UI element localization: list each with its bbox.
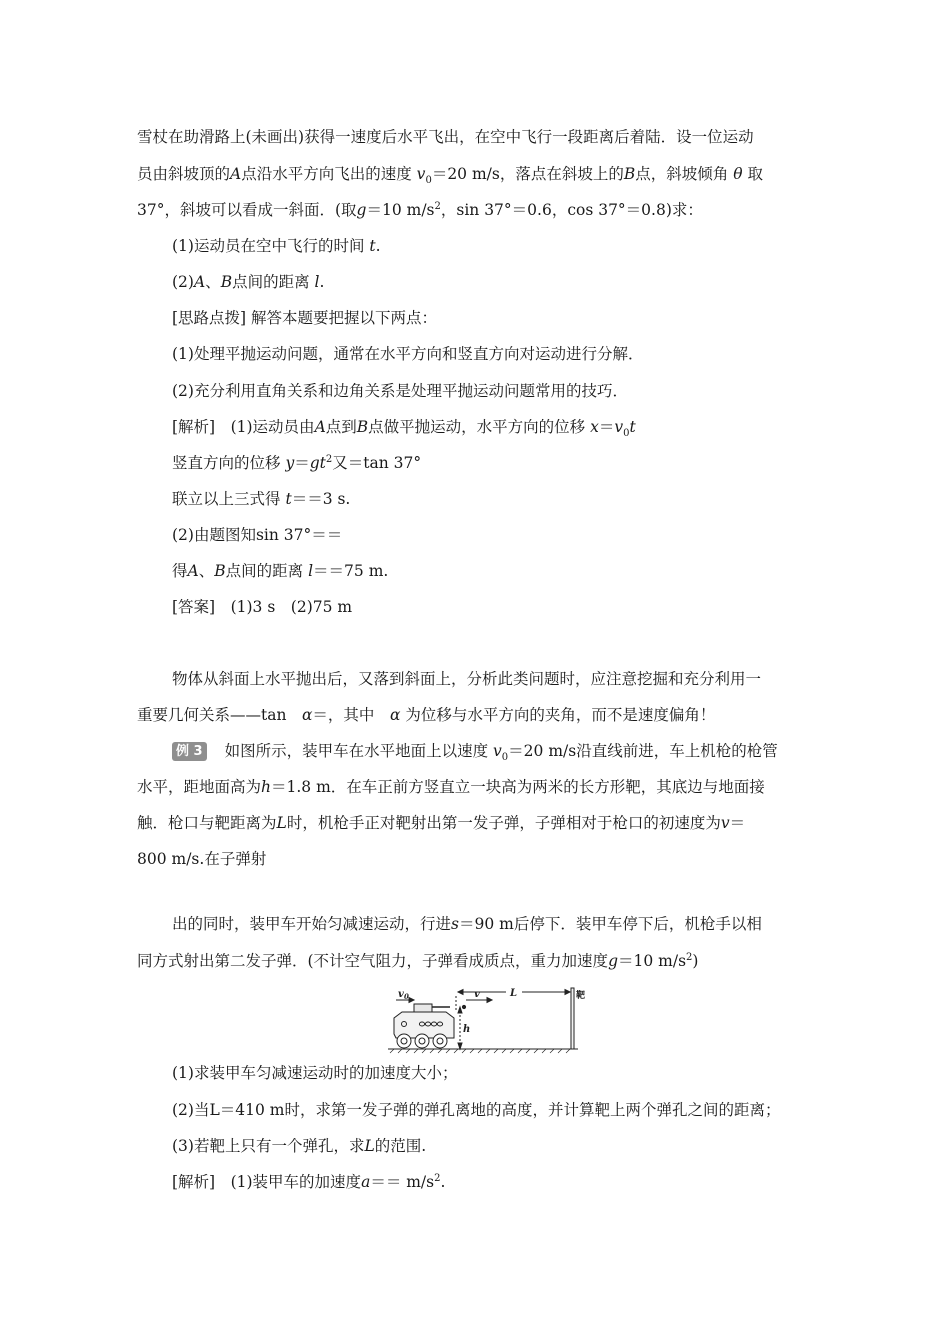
solution-line [172,1171,445,1193]
example-line [137,776,765,798]
text: . [319,273,325,291]
text-line [137,126,754,148]
text: ＝20 m/s沿直线前进，车上机枪的枪管 [508,742,778,760]
target-board [571,988,574,1049]
text: (3)若靶上只有一个弹孔，求 [172,1137,365,1155]
text: ＝20 m/s，落点在斜坡上的 [431,165,624,183]
solution-line: (2)由题图知sin 37°＝＝ [172,526,343,544]
text: 同方式射出第二发子弹．(不计空气阻力，子弹看成质点，重力加速度 [137,952,609,970]
text: (2) [172,273,194,291]
example-line [172,913,762,935]
var-a: A [230,165,242,183]
var-alpha: α [389,706,401,724]
var-b: B [220,273,233,291]
var-v: v [416,165,426,183]
question-line [172,1135,426,1157]
var-theta: θ [733,165,743,183]
car-turret [414,1004,432,1012]
text: ＝，其中 [312,706,375,724]
example-line [137,950,698,972]
hint-point: (1)处理平抛运动问题，通常在水平方向和竖直方向对运动进行分解． [172,345,644,363]
var-alpha: α [301,706,313,724]
text: 联立以上三式得 [172,490,281,508]
text: 取 [747,165,763,183]
example-line [172,740,778,762]
text: 如图所示，装甲车在水平地面上以速度 [224,742,489,760]
label-v0-sub: 0 [404,992,409,1001]
label-v: v [474,989,480,1000]
text: 重要几何关系——tan [137,706,302,724]
var-b: B [623,165,636,183]
var-a: A [193,273,206,291]
text: 为位移与水平方向的夹角，而不是速度偏角！ [405,706,716,724]
superscript: 2 [325,453,333,465]
var-g: g [356,201,367,219]
var-y: y [285,454,295,472]
superscript: 2 [686,951,693,963]
hint-point: (2)充分利用直角关系和边角关系是处理平抛运动问题常用的技巧． [172,382,628,400]
var-x: x [590,418,599,436]
text: ＝90 m后停下．装甲车停下后，机枪手以相 [458,915,762,933]
ground-hatching [390,1049,570,1053]
text-line [137,163,763,185]
text: 又＝tan 37° [332,454,422,472]
label-v0: v [398,989,404,1000]
solution-line [172,488,350,510]
text: 竖直方向的位移 [172,454,281,472]
var-L: L [364,1137,375,1155]
bullet-dot [462,1005,465,1008]
var-l: l [314,273,320,291]
text: ，sin 37°＝0.6，cos 37°＝0.8)求： [440,201,703,219]
solution-line [172,560,388,582]
text: ＝＝ m/s [370,1173,435,1191]
note-line [137,704,715,726]
var-s: s [451,915,459,933]
text: ＝＝3 s. [291,490,351,508]
text: ＝10 m/s [618,952,687,970]
text: ) [692,952,699,970]
text: ＝10 m/s [366,201,435,219]
text: 37°，斜坡可以看成一斜面．(取 [137,201,357,219]
text: 触．枪口与靶距离为 [137,814,277,832]
var-b: B [356,418,369,436]
label-h: h [463,1024,471,1035]
var-l: l [308,562,314,580]
var-v: v [720,814,730,832]
text: [解析] (1)运动员由 [172,418,315,436]
var-a: a [361,1173,371,1191]
armored-car-figure [388,986,588,1054]
text: 得 [172,562,188,580]
superscript: 2 [434,1172,441,1184]
subscript: 0 [425,175,432,187]
var-a: A [314,418,326,436]
solution-line [172,416,636,438]
text: 、 [205,273,221,291]
text: 出的同时，装甲车开始匀减速运动，行进 [172,915,452,933]
text: 雪杖在助滑路上(未画出)获得一速度后水平飞出，在空中飞行一段距离后着陆．设一位运动 [137,128,754,146]
text: 点间的距离 [232,273,310,291]
superscript: 2 [434,200,441,212]
note-line: 物体从斜面上水平抛出后，又落到斜面上，分析此类问题时，应注意挖掘和充分利用一 [172,670,762,688]
var-t: t [629,418,636,436]
text: 点做平抛运动，水平方向的位移 [368,418,586,436]
text: ＝ [598,418,615,436]
label-L: L [510,988,518,999]
var-g: g [309,454,320,472]
text: 水平，距地面高为 [137,778,262,796]
var-b: B [214,562,226,580]
solution-line [172,452,421,474]
text: 点沿水平方向飞出的速度 [241,165,412,183]
var-t: t [369,237,376,255]
question-2 [172,271,324,293]
text: (1)运动员在空中飞行的时间 [172,237,365,255]
var-L: L [276,814,287,832]
wheels [397,1034,447,1048]
var-a: A [187,562,199,580]
answer-line: [答案] (1)3 s (2)75 m [172,598,353,616]
var-v: v [493,742,502,760]
hint-heading: [思路点拨] 解答本题要把握以下两点： [172,309,438,327]
text: 、 [198,562,215,580]
text: [解析] (1)装甲车的加速度 [172,1173,362,1191]
subscript: 0 [501,752,509,764]
text: ＝ [729,814,746,832]
var-h: h [261,778,271,796]
text: . [375,237,381,255]
text: . [440,1173,446,1191]
text: ＝ [294,454,310,472]
text: 点间的距离 [225,562,304,580]
question-line: (1)求装甲车匀减速运动时的加速度大小； [172,1064,458,1082]
subscript: 0 [623,428,630,440]
example-line [137,812,745,834]
example-line: 800 m/s.在子弹射 [137,850,267,868]
text: 员由斜坡顶的 [137,165,231,183]
text: 点，斜坡倾角 [635,165,729,183]
example-badge: 例 3 [172,742,207,761]
var-t: t [319,454,326,472]
text: ＝1.8 m．在车正前方竖直立一块高为两米的长方形靶，其底边与地面接 [271,778,765,796]
text: 的范围. [374,1137,427,1155]
var-t: t [285,490,292,508]
text: 时，机枪手正对靶射出第一发子弹，子弹相对于枪口的初速度为 [286,814,721,832]
text: ＝＝75 m. [313,562,389,580]
question-line: (2)当L＝410 m时，求第一发子弹的弹孔离地的高度，并计算靶上两个弹孔之间的距离； [172,1101,781,1119]
var-g: g [608,952,618,970]
var-v: v [614,418,624,436]
text: 点到 [325,418,357,436]
label-target: 靶 [576,991,586,1001]
text-line [137,199,703,221]
question-1 [172,235,381,257]
